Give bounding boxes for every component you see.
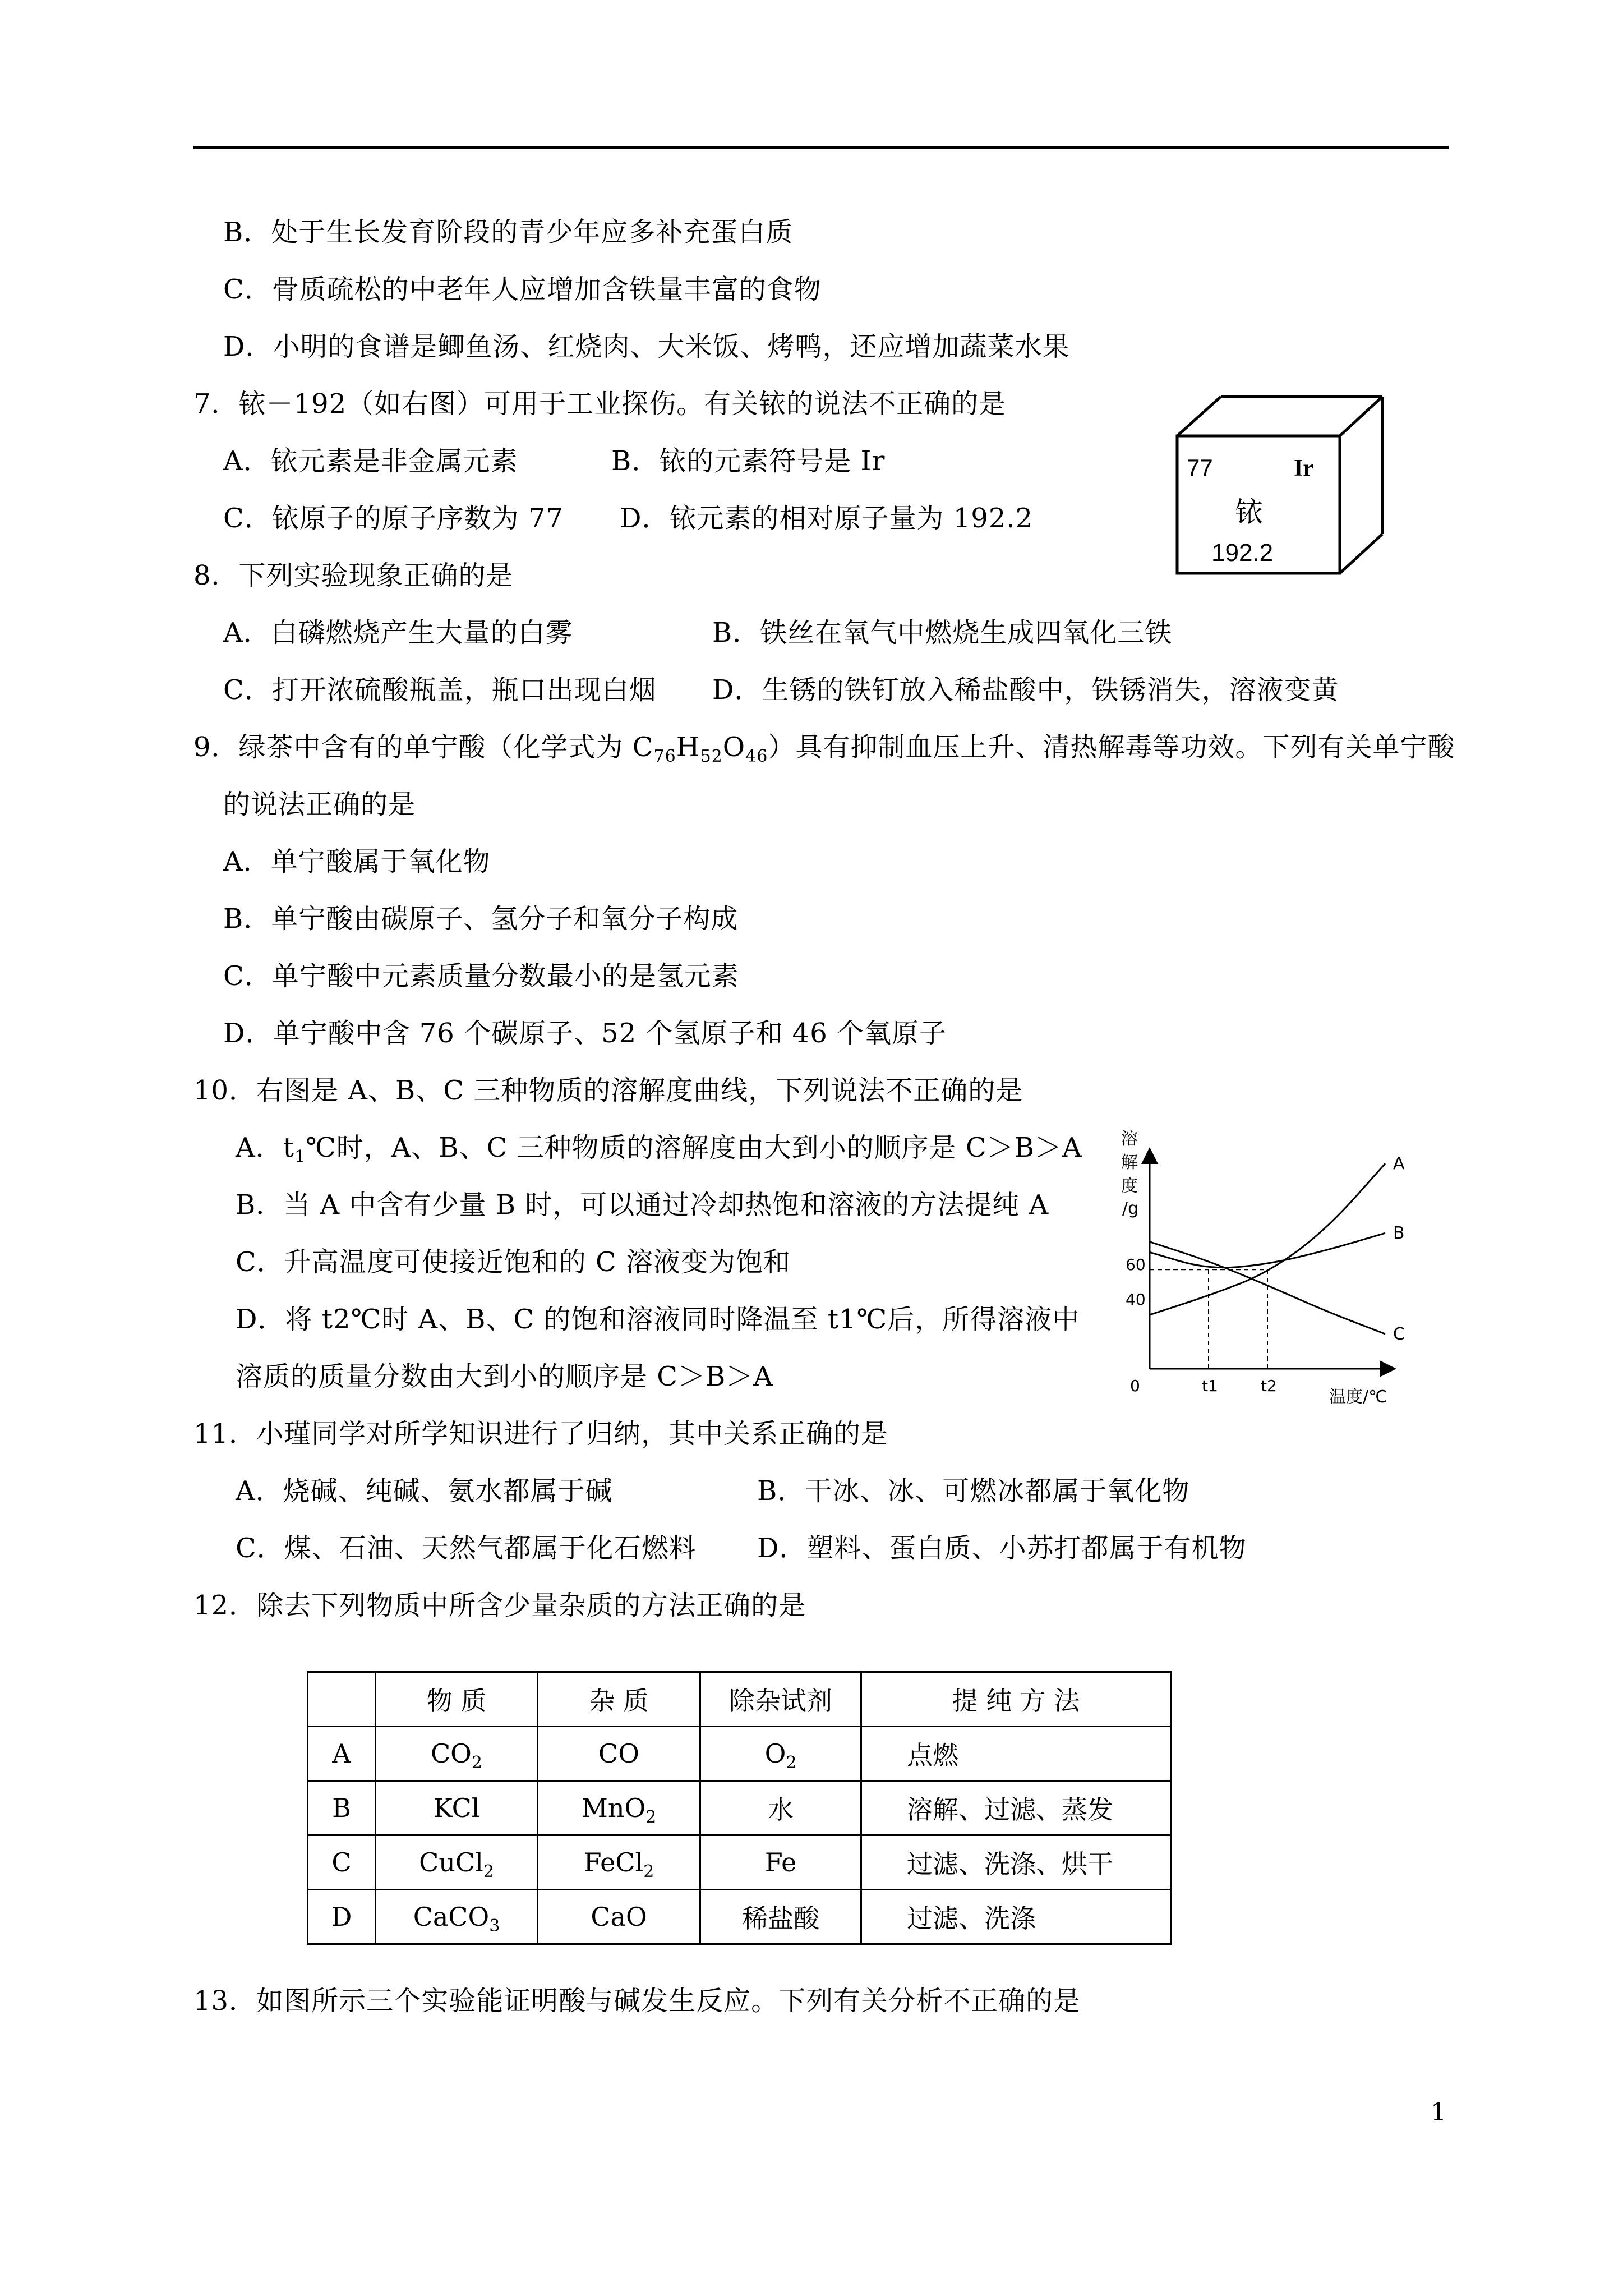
svg-text:度: 度 xyxy=(1121,1176,1138,1196)
q6-option-b: B．处于生长发育阶段的青少年应多补充蛋白质 xyxy=(223,217,794,248)
q10-option-b: B．当 A 中含有少量 B 时，可以通过冷却热饱和溶液的方法提纯 A xyxy=(236,1189,1049,1221)
substance-text: CaCO xyxy=(413,1902,490,1932)
y-axis-label xyxy=(1121,1129,1138,1218)
impurity-cell xyxy=(538,1835,700,1890)
table-header-cell: 提 纯 方 法 xyxy=(861,1672,1171,1727)
svg-text:溶: 溶 xyxy=(1121,1129,1138,1149)
q7-option-d: D．铱元素的相对原子量为 192.2 xyxy=(620,503,1034,534)
table-header-cell xyxy=(308,1672,376,1727)
q8-option-d: D．生锈的铁钉放入稀盐酸中，铁锈消失，溶液变黄 xyxy=(712,674,1339,706)
reagent-text: 水 xyxy=(768,1795,794,1825)
table-header-row xyxy=(308,1672,1171,1727)
reagent-text: 稀盐酸 xyxy=(742,1903,819,1934)
q11-option-d: D．塑料、蛋白质、小苏打都属于有机物 xyxy=(757,1533,1247,1564)
q8-option-c: C．打开浓硫酸瓶盖，瓶口出现白烟 xyxy=(223,674,657,706)
impurity-sub: 2 xyxy=(643,1862,654,1881)
q9-o: O xyxy=(722,731,746,763)
row-label: C xyxy=(308,1835,376,1890)
reagent-cell xyxy=(700,1890,861,1944)
impurity-table xyxy=(307,1671,1172,1945)
x-tick-label: t1 xyxy=(1202,1377,1218,1395)
q9-option-c: C．单宁酸中元素质量分数最小的是氢元素 xyxy=(223,960,739,992)
table-header-cell: 物 质 xyxy=(376,1672,538,1727)
reagent-cell xyxy=(700,1781,861,1835)
impurity-text: CaO xyxy=(591,1902,647,1932)
table-row xyxy=(308,1727,1171,1781)
svg-text:/g: /g xyxy=(1122,1199,1139,1218)
method-cell: 过滤、洗涤、烘干 xyxy=(861,1835,1171,1890)
page-number: 1 xyxy=(1431,2098,1446,2127)
substance-sub: 3 xyxy=(489,1916,500,1936)
q7-option-b: B．铱的元素符号是 Ir xyxy=(611,445,886,477)
q9-h: H xyxy=(676,731,700,763)
q9-sub-o: 46 xyxy=(745,747,768,766)
reagent-sub: 2 xyxy=(786,1753,797,1773)
substance-cell xyxy=(376,1890,538,1944)
substance-text: CO xyxy=(430,1738,472,1769)
q10-option-a xyxy=(236,1131,1082,1165)
substance-text: CuCl xyxy=(419,1847,483,1878)
q6-option-c: C．骨质疏松的中老年人应增加含铁量丰富的食物 xyxy=(223,274,822,305)
q10-option-d: D．将 t2℃时 A、B、C 的饱和溶液同时降温至 t1℃后，所得溶液中 xyxy=(236,1304,1080,1335)
row-label: A xyxy=(308,1727,376,1781)
q9-stem-b: ）具有抑制血压上升、清热解毒等功效。下列有关单宁酸 xyxy=(768,731,1455,763)
row-label: B xyxy=(308,1781,376,1835)
table-row xyxy=(308,1835,1171,1890)
q10-stem: 10．右图是 A、B、C 三种物质的溶解度曲线，下列说法不正确的是 xyxy=(193,1075,1023,1106)
substance-cell xyxy=(376,1727,538,1781)
element-symbol: Ir xyxy=(1294,455,1313,481)
curve-A xyxy=(1150,1163,1385,1315)
substance-text: KCl xyxy=(433,1793,480,1823)
element-number: 77 xyxy=(1187,454,1213,481)
impurity-text: CO xyxy=(598,1738,639,1769)
q9-sub-h: 52 xyxy=(700,747,723,766)
method-cell: 溶解、过滤、蒸发 xyxy=(861,1781,1171,1835)
q10-a-post: ℃时，A、B、C 三种物质的溶解度由大到小的顺序是 C＞B＞A xyxy=(306,1132,1082,1163)
solubility-chart xyxy=(1113,1122,1422,1414)
q8-option-b: B．铁丝在氧气中燃烧生成四氧化三铁 xyxy=(712,617,1173,648)
q7-stem: 7．铱－192（如右图）可用于工业探伤。有关铱的说法不正确的是 xyxy=(193,388,1007,420)
q6-option-d: D．小明的食谱是鲫鱼汤、红烧肉、大米饭、烤鸭，还应增加蔬菜水果 xyxy=(223,331,1070,362)
header-rule xyxy=(193,146,1449,149)
reagent-text: Fe xyxy=(764,1847,797,1878)
series-label-C: C xyxy=(1393,1324,1405,1344)
row-label: D xyxy=(308,1890,376,1944)
impurity-cell xyxy=(538,1890,700,1944)
q10-a-pre: A．t xyxy=(236,1132,294,1163)
q9-option-b: B．单宁酸由碳原子、氢分子和氧分子构成 xyxy=(223,903,739,935)
impurity-cell xyxy=(538,1781,700,1835)
table-row xyxy=(308,1890,1171,1944)
reagent-cell xyxy=(700,1835,861,1890)
table-header-cell: 杂 质 xyxy=(538,1672,700,1727)
q8-option-a: A．白磷燃烧产生大量的白雾 xyxy=(223,617,573,648)
substance-sub: 2 xyxy=(471,1753,482,1773)
impurity-text: FeCl xyxy=(583,1847,644,1878)
curve-B xyxy=(1150,1233,1385,1268)
impurity-text: MnO xyxy=(581,1793,646,1823)
element-card-iridium xyxy=(1173,393,1398,578)
y-tick-label: 40 xyxy=(1126,1290,1146,1309)
reagent-cell xyxy=(700,1727,861,1781)
q9-stem-cont: 的说法正确的是 xyxy=(223,789,416,820)
x-axis-label: 温度/℃ xyxy=(1329,1387,1387,1407)
substance-sub: 2 xyxy=(483,1862,494,1881)
y-tick-label: 60 xyxy=(1126,1255,1146,1274)
series-label-A: A xyxy=(1393,1154,1405,1174)
q11-stem: 11．小瑾同学对所学知识进行了归纳，其中关系正确的是 xyxy=(193,1418,889,1450)
reagent-text: O xyxy=(764,1738,786,1769)
q9-option-d: D．单宁酸中含 76 个碳原子、52 个氢原子和 46 个氧原子 xyxy=(223,1018,947,1049)
q8-stem: 8．下列实验现象正确的是 xyxy=(193,560,514,591)
q10-option-c: C．升高温度可使接近饱和的 C 溶液变为饱和 xyxy=(236,1246,791,1278)
method-cell: 过滤、洗涤 xyxy=(861,1890,1171,1944)
q11-option-b: B．干冰、冰、可燃冰都属于氧化物 xyxy=(757,1475,1190,1507)
table-row xyxy=(308,1781,1171,1835)
x-tick-label: t2 xyxy=(1261,1377,1277,1395)
q10-option-d-cont: 溶质的质量分数由大到小的顺序是 C＞B＞A xyxy=(236,1361,773,1392)
q9-option-a: A．单宁酸属于氧化物 xyxy=(223,846,491,877)
q9-stem xyxy=(193,730,1455,764)
element-name: 铱 xyxy=(1235,496,1263,528)
q10-a-sub: 1 xyxy=(294,1147,306,1167)
q7-option-c: C．铱原子的原子序数为 77 xyxy=(223,503,564,534)
q9-stem-a: 9．绿茶中含有的单宁酸（化学式为 C xyxy=(193,731,654,763)
q9-sub-c: 76 xyxy=(653,747,676,766)
svg-text:解: 解 xyxy=(1121,1153,1138,1172)
substance-cell xyxy=(376,1835,538,1890)
impurity-cell xyxy=(538,1727,700,1781)
q7-option-a: A．铱元素是非金属元素 xyxy=(223,445,518,477)
q11-option-a: A．烧碱、纯碱、氨水都属于碱 xyxy=(236,1475,613,1507)
substance-cell xyxy=(376,1781,538,1835)
q13-stem: 13．如图所示三个实验能证明酸与碱发生反应。下列有关分析不正确的是 xyxy=(193,1985,1081,2017)
x-tick-label: 0 xyxy=(1130,1377,1140,1395)
table-header-cell: 除杂试剂 xyxy=(700,1672,861,1727)
q11-option-c: C．煤、石油、天然气都属于化石燃料 xyxy=(236,1533,697,1564)
element-mass: 192.2 xyxy=(1211,539,1274,567)
impurity-sub: 2 xyxy=(645,1807,657,1827)
series-label-B: B xyxy=(1393,1223,1405,1244)
q12-stem: 12．除去下列物质中所含少量杂质的方法正确的是 xyxy=(193,1590,806,1621)
method-cell: 点燃 xyxy=(861,1727,1171,1781)
